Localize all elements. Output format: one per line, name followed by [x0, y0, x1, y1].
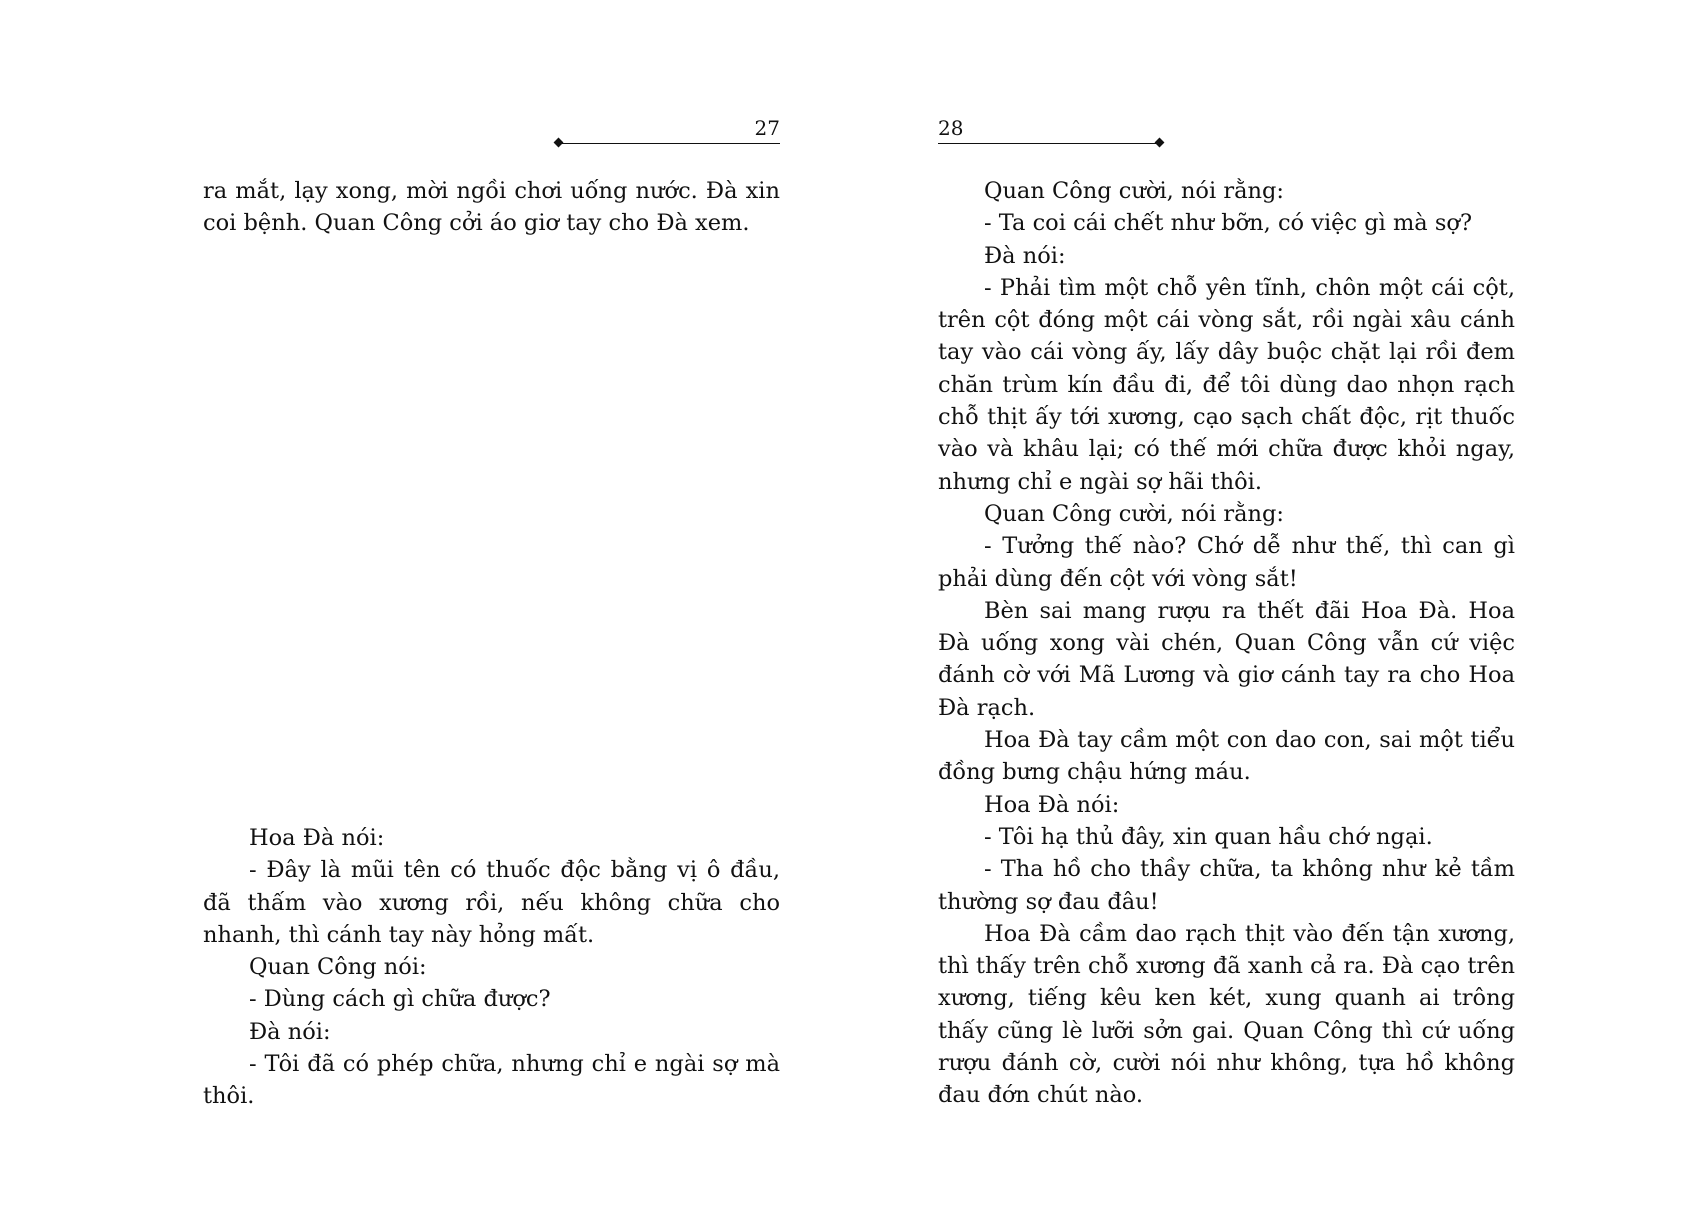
paragraph: - Đây là mũi tên có thuốc độc bằng vị ô đầu, đã thấm vào xương rồi, nếu không chữa cho nhanh, thì cánh tay này hỏng mất.: [203, 857, 780, 948]
paragraph: - Tôi hạ thủ đây, xin quan hầu chớ ngại.: [984, 823, 1433, 850]
paragraph: - Tôi đã có phép chữa, nhưng chỉ e ngài sợ mà thôi.: [203, 1051, 780, 1110]
paragraph: - Tha hồ cho thầy chữa, ta không như kẻ tầm thường sợ đau đâu!: [938, 856, 1515, 915]
left-page-number: 27: [754, 116, 780, 140]
header-rule: [561, 143, 780, 144]
paragraph: Hoa Đà nói:: [984, 791, 1120, 818]
paragraph: ra mắt, lạy xong, mời ngồi chơi uống nước. Đà xin coi bệnh. Quan Công cởi áo giơ tay cho Đà xem.: [203, 178, 780, 237]
paragraph: - Phải tìm một chỗ yên tĩnh, chôn một cái cột, trên cột đóng một cái vòng sắt, rồi ngài xâu cánh tay vào cái vòng ấy, lấy dây buộc chặt lại rồi đem chăn trùm kín đầu đi, để tôi dùng dao nhọn rạch chỗ thịt ấy tới xương, cạo sạch chất độc, rịt thuốc vào và khâu lại; có thế mới chữa được khỏi ngay, nhưng chỉ e ngài sợ hãi thôi.: [938, 274, 1515, 495]
right-page-number: 28: [938, 116, 964, 140]
right-page-body-text: [938, 175, 1515, 1112]
paragraph: Hoa Đà tay cầm một con dao con, sai một tiểu đồng bưng chậu hứng máu.: [938, 727, 1515, 786]
paragraph: Quan Công cười, nói rằng:: [984, 500, 1284, 527]
header-diamond-ornament: [1155, 138, 1165, 148]
paragraph: Quan Công cười, nói rằng:: [984, 178, 1284, 204]
paragraph: - Ta coi cái chết như bỡn, có việc gì mà sợ?: [984, 210, 1473, 237]
paragraph: Quan Công nói:: [249, 954, 427, 981]
paragraph: - Tưởng thế nào? Chớ dễ như thế, thì can gì phải dùng đến cột với vòng sắt!: [938, 533, 1515, 592]
right-page-header: [938, 116, 1163, 156]
paragraph: Đà nói:: [984, 242, 1066, 269]
left-page-bottom-text: [203, 822, 780, 1113]
paragraph: Đà nói:: [249, 1018, 331, 1045]
paragraph: Bèn sai mang rượu ra thết đãi Hoa Đà. Hoa Đà uống xong vài chén, Quan Công vẫn cứ việc đánh cờ với Mã Lương và giơ cánh tay ra cho Hoa Đà rạch.: [938, 597, 1515, 721]
paragraph: Hoa Đà nói:: [249, 825, 385, 851]
header-rule: [938, 143, 1157, 144]
left-page-top-text: [203, 175, 780, 240]
left-page-header: [555, 116, 780, 156]
paragraph: Hoa Đà cầm dao rạch thịt vào đến tận xương, thì thấy trên chỗ xương đã xanh cả ra. Đà cạo trên xương, tiếng kêu ken két, xung quanh ai trông thấy cũng lè lưỡi sởn gai. Quan Công thì cứ uống rượu đánh cờ, cười nói như không, tựa hồ không đau đớn chút nào.: [938, 920, 1515, 1109]
paragraph: - Dùng cách gì chữa được?: [249, 986, 551, 1013]
